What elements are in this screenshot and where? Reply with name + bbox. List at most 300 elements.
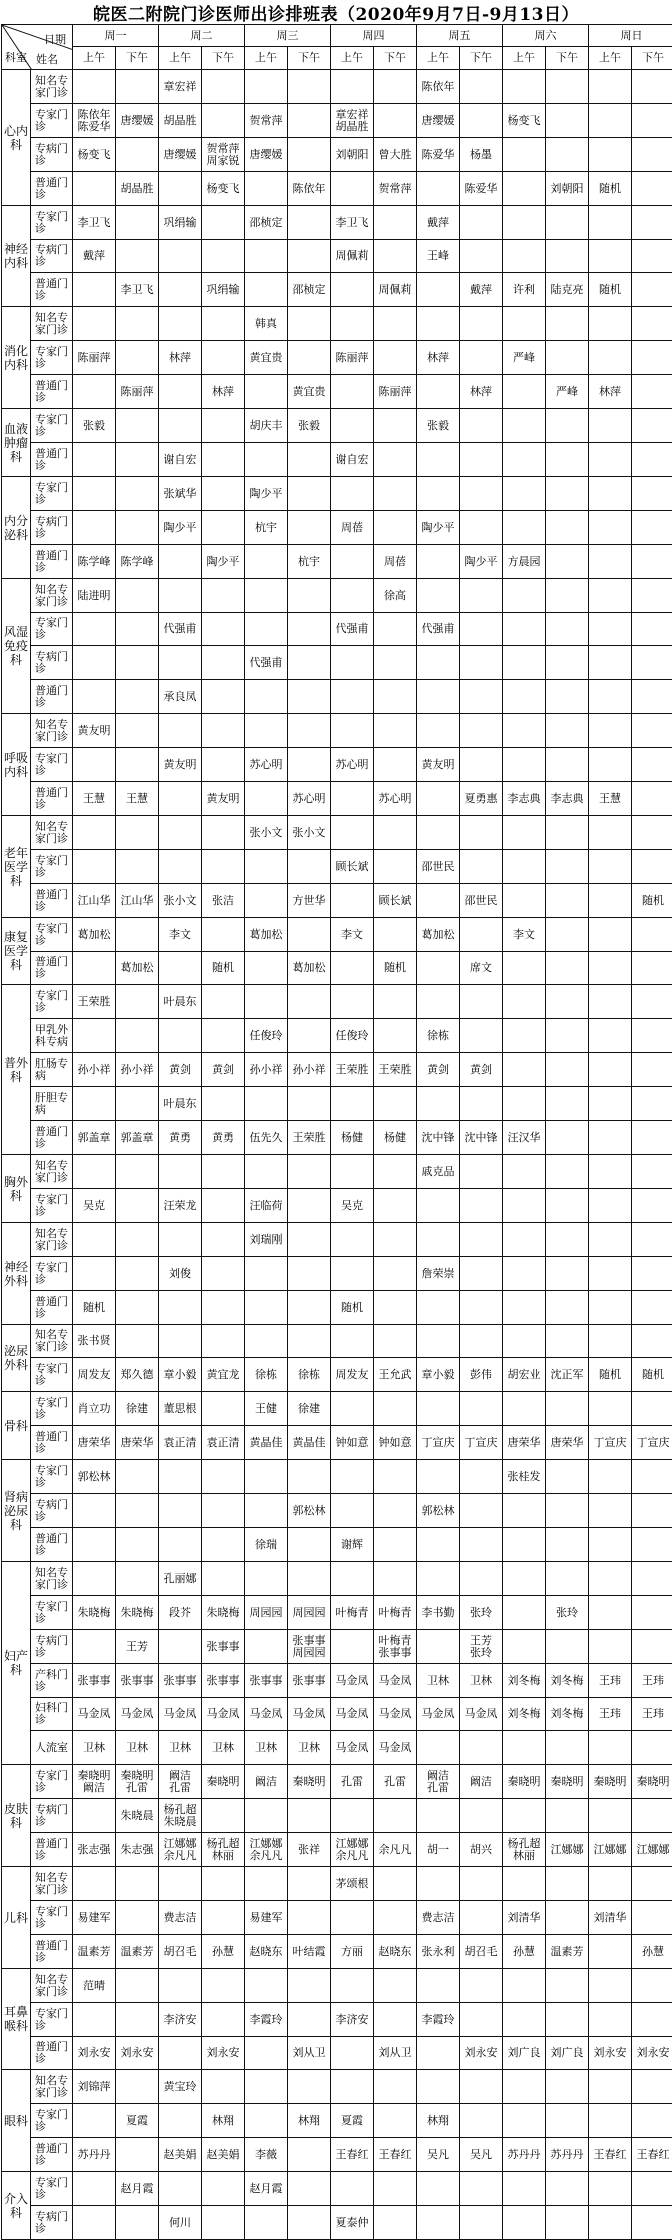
schedule-cell [201,781,245,816]
schedule-cell [631,1290,672,1325]
schedule-cell [588,1222,632,1257]
schedule-cell [631,781,672,816]
schedule-cell [373,747,417,782]
schedule-cell [115,442,159,477]
schedule-cell [115,883,159,918]
schedule-cell [502,883,546,918]
schedule-cell [373,239,417,273]
schedule-cell [244,2103,288,2138]
schedule-cell [459,1866,503,1901]
schedule-cell-text: 沈正军 [550,1367,584,1381]
schedule-cell-text: 张毅 [298,418,320,432]
schedule-cell [502,1968,546,2003]
schedule-cell [287,1595,331,1630]
schedule-cell [201,2069,245,2104]
schedule-cell-text: 卫林 [255,1740,277,1754]
schedule-cell-text: 葛加松 [421,927,455,941]
schedule-cell [373,1222,417,1257]
schedule-cell [287,1968,331,2003]
schedule-cell-text: 刘永安 [120,2046,154,2059]
clinic-type-text: 专家门诊 [35,1260,68,1286]
schedule-cell [330,1459,374,1494]
schedule-cell [115,849,159,884]
schedule-cell [330,883,374,918]
schedule-cell-text: 叶晨东 [163,994,197,1008]
schedule-cell-text: 黄勇 [212,1130,234,1144]
schedule-cell [588,1459,632,1494]
schedule-cell [158,1663,202,1698]
schedule-cell-text: 曾大胜 [378,147,412,161]
schedule-cell [416,544,460,579]
schedule-cell-text: 陶少平 [163,520,197,534]
schedule-cell [373,951,417,985]
day-header [502,24,589,47]
schedule-cell [72,1018,116,1053]
schedule-cell [588,1697,632,1731]
schedule-cell-text: 唐荣华 [507,1435,541,1449]
schedule-cell [158,1357,202,1392]
schedule-cell [72,374,116,409]
schedule-cell-text: 周发友 [77,1367,111,1381]
clinic-type [30,1324,73,1358]
schedule-cell [459,917,503,952]
schedule-cell [502,1866,546,1901]
schedule-cell-text: 戴萍 [427,215,449,229]
schedule-cell [201,1595,245,1630]
schedule-cell-text: 余凡凡 [378,1842,412,1856]
schedule-cell-text: 王慧 [599,791,621,805]
schedule-cell-text: 郭松林 [292,1503,326,1517]
schedule-cell [631,1425,672,1460]
schedule-cell [330,1968,374,2003]
department-name [1,1154,31,1223]
schedule-cell [201,340,245,375]
schedule-cell [115,781,159,816]
schedule-cell [72,917,116,952]
clinic-type [30,1120,73,1155]
clinic-type-text: 普通门诊 [35,1124,68,1150]
schedule-cell [115,306,159,341]
schedule-cell [588,1324,632,1358]
department-name [1,578,31,714]
schedule-cell [244,1900,288,1935]
schedule-cell [545,1527,589,1562]
schedule-cell [158,69,202,104]
schedule-cell [459,1527,503,1562]
schedule-cell [459,476,503,511]
schedule-cell [459,171,503,206]
schedule-cell-text: 林萍 [599,384,621,398]
schedule-cell [416,1561,460,1596]
clinic-type-text: 甲乳外科专病 [35,1022,68,1048]
schedule-cell [459,1256,503,1291]
clinic-type-text: 专家门诊 [35,751,68,777]
schedule-cell [416,645,460,680]
schedule-cell [502,1934,546,1969]
schedule-cell [115,1425,159,1460]
schedule-cell-text: 黄晶佳 [292,1435,326,1449]
department-name-text: 内分泌科 [3,513,28,542]
schedule-cell-text: 陈学峰 [120,554,154,568]
schedule-cell [416,1968,460,2003]
clinic-type [30,2137,73,2172]
schedule-cell [416,1086,460,1121]
schedule-cell [158,408,202,443]
schedule-cell [201,2103,245,2138]
schedule-cell-text: 刘永安 [464,2046,498,2059]
schedule-cell [330,510,374,545]
schedule-cell [244,2069,288,2104]
schedule-cell [631,2137,672,2172]
clinic-type-text: 知名专家门诊 [35,582,68,608]
schedule-cell [244,815,288,850]
schedule-cell [115,1120,159,1155]
schedule-cell [459,2137,503,2172]
schedule-cell [287,1018,331,1053]
schedule-cell [158,239,202,273]
schedule-cell [416,1798,460,1833]
schedule-cell [631,2002,672,2037]
schedule-cell-text: 王玮 [642,1707,664,1720]
schedule-cell [287,476,331,511]
half-header-pm-text: 下午 [556,51,578,64]
schedule-cell [588,205,632,240]
half-header-pm [373,46,417,70]
schedule-cell-text: 阚洁 孔雷 [427,1768,449,1794]
clinic-type-text: 普通门诊 [35,887,68,913]
clinic-type-text: 专病门诊 [35,243,68,268]
schedule-cell-text: 王荣胜 [378,1062,412,1076]
schedule-cell [545,1629,589,1664]
schedule-cell [287,1222,331,1257]
schedule-cell-text: 张小文 [163,893,197,907]
schedule-cell [201,2137,245,2172]
clinic-type-text: 知名专家门诊 [35,1226,68,1252]
clinic-type-text: 普通门诊 [35,955,68,980]
schedule-cell-text: 马金凤 [77,1707,111,1720]
schedule-cell [244,849,288,884]
schedule-cell-text: 卫林 [470,1673,492,1687]
schedule-cell [72,306,116,341]
schedule-cell [459,1154,503,1189]
schedule-cell [72,2171,116,2206]
schedule-cell [330,917,374,952]
schedule-cell [287,2002,331,2037]
schedule-cell [244,917,288,952]
schedule-cell-text: 张小文 [292,825,326,839]
schedule-cell [115,103,159,138]
schedule-cell [588,917,632,952]
schedule-cell [287,747,331,782]
schedule-cell [631,306,672,341]
schedule-cell [588,137,632,172]
half-header-pm-text: 下午 [384,51,406,64]
clinic-type [30,1595,73,1630]
schedule-cell [115,1561,159,1596]
schedule-cell [72,1561,116,1596]
schedule-cell-text: 陈丽萍 [378,384,412,398]
schedule-cell [330,103,374,138]
schedule-cell [416,1018,460,1053]
schedule-cell [201,1086,245,1121]
schedule-cell-text: 邵世民 [464,893,498,907]
schedule-cell-text: 马金凤 [335,1740,369,1754]
schedule-cell-text: 席文 [470,961,492,974]
clinic-type [30,510,73,545]
schedule-cell [201,1052,245,1087]
department-name [1,1968,31,2070]
half-header-pm [115,46,159,70]
schedule-cell [201,1968,245,2003]
clinic-type [30,679,73,714]
schedule-cell [201,1018,245,1053]
schedule-cell [502,1459,546,1494]
schedule-cell [416,2205,460,2240]
schedule-cell [72,1730,116,1765]
schedule-cell [373,306,417,341]
schedule-cell [631,1764,672,1799]
schedule-cell-text: 李志典 [550,791,584,805]
schedule-cell-text: 刘锦萍 [77,2079,111,2093]
schedule-cell [416,1256,460,1291]
department-name [1,1324,31,1392]
schedule-cell [588,272,632,307]
schedule-cell [287,2036,331,2070]
schedule-cell [201,408,245,443]
schedule-cell [459,578,503,613]
half-header-am [416,46,460,70]
schedule-cell [545,510,589,545]
schedule-cell [631,1730,672,1765]
half-header-am [588,46,632,70]
schedule-cell-text: 袁正清 [163,1435,197,1449]
schedule-cell [545,1493,589,1528]
schedule-cell-text: 李济安 [163,2012,197,2026]
schedule-cell [459,1086,503,1121]
schedule-cell [158,1561,202,1596]
schedule-cell [631,340,672,375]
schedule-cell [201,1629,245,1664]
schedule-cell [631,1086,672,1121]
schedule-cell [373,1256,417,1291]
schedule-cell-text: 苏丹丹 [550,2147,584,2161]
schedule-cell [459,1663,503,1698]
half-header-pm-text: 下午 [212,51,234,64]
schedule-cell [373,1730,417,1765]
clinic-type-text: 普通门诊 [35,683,68,709]
schedule-cell [459,1730,503,1765]
schedule-cell [545,1595,589,1630]
schedule-cell [244,442,288,477]
schedule-cell [287,1324,331,1358]
schedule-cell [244,2036,288,2070]
schedule-cell [459,137,503,172]
schedule-cell [115,1866,159,1901]
schedule-cell-text: 苏心明 [292,791,326,805]
schedule-cell [201,2171,245,2206]
clinic-type [30,713,73,748]
schedule-cell [72,1425,116,1460]
schedule-cell-text: 严峰 [513,350,535,364]
schedule-cell-text: 唐荣华 [120,1435,154,1449]
schedule-cell [373,171,417,206]
schedule-cell [287,1663,331,1698]
schedule-cell [545,1052,589,1087]
schedule-cell-text: 卫林 [83,1740,105,1754]
schedule-cell-text: 费志洁 [163,1910,197,1924]
schedule-cell-text: 胡晶胜 [163,113,197,127]
schedule-cell [631,1866,672,1901]
schedule-cell-text: 叶梅青 [378,1605,412,1619]
schedule-cell [72,1222,116,1257]
schedule-cell [416,476,460,511]
schedule-cell [115,1391,159,1426]
schedule-cell [72,2205,116,2240]
clinic-type [30,645,73,680]
schedule-cell [287,578,331,613]
clinic-type [30,1968,73,2003]
schedule-cell [502,2069,546,2104]
half-header-pm [201,46,245,70]
schedule-cell [330,747,374,782]
schedule-cell [244,883,288,918]
schedule-cell [373,1697,417,1731]
schedule-cell [244,544,288,579]
schedule-cell-text: 朱志强 [120,1842,154,1856]
clinic-type [30,917,73,952]
schedule-cell [545,69,589,104]
schedule-cell [631,1629,672,1664]
schedule-cell [502,1052,546,1087]
schedule-cell-text: 马金凤 [120,1707,154,1720]
schedule-cell-text: 随机 [642,893,664,907]
schedule-cell [373,645,417,680]
schedule-cell [631,2205,672,2240]
department-name-text: 康复医学科 [3,930,28,972]
schedule-cell-text: 葛加松 [292,961,326,974]
schedule-cell-text: 丁宣庆 [636,1435,670,1449]
schedule-cell [201,2036,245,2070]
schedule-cell [416,1052,460,1087]
schedule-cell-text: 陈丽萍 [335,350,369,364]
schedule-cell [502,1730,546,1765]
schedule-cell [373,2069,417,2104]
department-name [1,2171,31,2240]
schedule-cell [631,1222,672,1257]
schedule-cell [502,1493,546,1528]
schedule-cell [502,272,546,307]
schedule-cell [158,1256,202,1291]
schedule-cell [416,306,460,341]
schedule-cell-text: 章宏祥 胡晶胜 [335,107,369,133]
schedule-cell-text: 马金凤 [421,1707,455,1720]
schedule-cell [115,578,159,613]
schedule-cell [502,442,546,477]
schedule-cell-text: 徐栋 [298,1367,320,1381]
schedule-cell [72,815,116,850]
schedule-cell [631,272,672,307]
clinic-type-text: 普通门诊 [35,276,68,302]
schedule-cell-text: 汪汉华 [507,1130,541,1144]
schedule-cell-text: 葛加松 [77,927,111,941]
schedule-cell [373,340,417,375]
schedule-cell [545,205,589,240]
schedule-cell [158,1154,202,1189]
department-name-text: 肾病泌尿科 [3,1489,28,1532]
schedule-cell [244,1425,288,1460]
schedule-cell-text: 杨变飞 [507,113,541,127]
schedule-cell [373,849,417,884]
schedule-cell [287,103,331,138]
schedule-cell [502,2103,546,2138]
schedule-cell [459,747,503,782]
schedule-cell [201,1934,245,1969]
schedule-cell [115,408,159,443]
schedule-cell [416,374,460,409]
schedule-cell [330,1425,374,1460]
schedule-cell-text: 承良凤 [163,689,197,703]
schedule-cell [502,917,546,952]
schedule-cell [244,1832,288,1867]
schedule-cell [459,1697,503,1731]
schedule-cell-text: 张事事 [206,1673,240,1687]
schedule-cell [459,1324,503,1358]
schedule-cell [416,917,460,952]
schedule-cell [502,239,546,273]
schedule-cell [631,1832,672,1867]
schedule-cell [115,713,159,748]
schedule-cell [588,340,632,375]
schedule-cell [330,1663,374,1698]
schedule-cell [373,1357,417,1392]
schedule-cell-text: 林翔 [298,2113,320,2127]
schedule-cell [115,1290,159,1325]
schedule-cell [459,1832,503,1867]
schedule-cell-text: 刘永安 [77,2046,111,2059]
clinic-type-text: 知名专家门诊 [35,717,68,743]
clinic-type-text: 普通门诊 [35,1531,68,1557]
schedule-cell [588,171,632,206]
schedule-cell-text: 方丽 [341,1944,363,1958]
schedule-cell [588,1629,632,1664]
department-name [1,2069,31,2172]
day-header [416,24,503,47]
schedule-cell [545,578,589,613]
schedule-cell [502,374,546,409]
half-header-pm-text: 下午 [298,51,320,64]
schedule-cell [330,1188,374,1223]
schedule-cell-text: 王荣胜 [292,1130,326,1144]
schedule-cell [330,1357,374,1392]
schedule-cell [287,1697,331,1731]
schedule-cell-text: 刘朝阳 [550,181,584,195]
clinic-type-text: 产科门诊 [35,1667,68,1693]
schedule-cell [115,2171,159,2206]
clinic-type [30,849,73,884]
schedule-cell [373,442,417,477]
schedule-cell-text: 李卫飞 [335,215,369,229]
schedule-cell-text: 汪临荷 [249,1198,283,1212]
schedule-cell-text: 刘广良 [507,2046,541,2059]
schedule-cell [373,2205,417,2240]
schedule-cell [588,1798,632,1833]
schedule-cell [115,544,159,579]
schedule-cell-text: 刘冬梅 [550,1707,584,1720]
clinic-type-text: 人流室 [35,1740,68,1754]
schedule-cell [201,510,245,545]
schedule-cell [244,1324,288,1358]
schedule-cell [416,849,460,884]
